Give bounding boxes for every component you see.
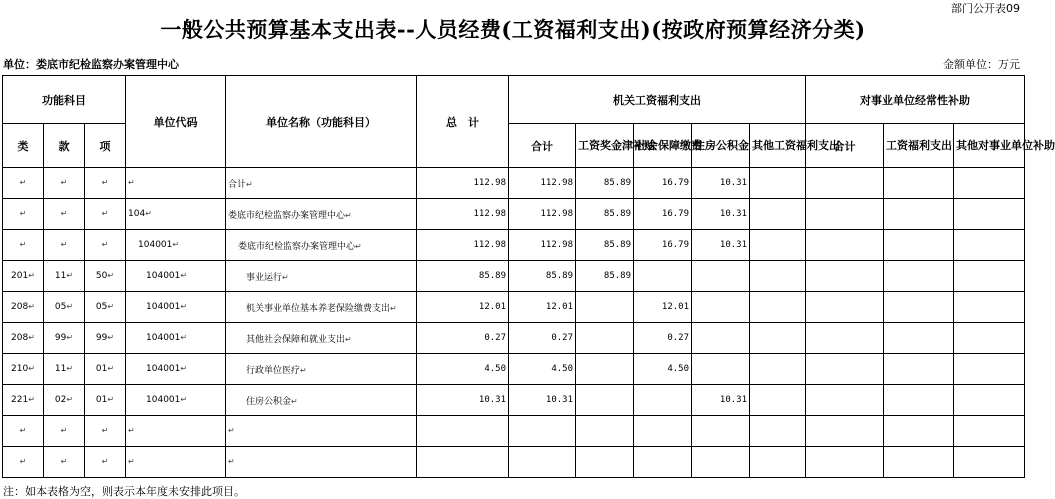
cell-xiang [85,199,126,230]
cell-g1-salary [576,292,634,323]
cell-g1-salary: 85.89 [576,261,634,292]
return-mark: ↵ [60,178,68,187]
return-mark: ↵ [128,178,135,187]
group-subsidy-header: 对事业单位经常性补助 [806,76,1025,124]
cell-g1-other [750,416,806,447]
cell-total: 12.01 [417,292,509,323]
cell-g1-total: 12.01 [509,292,576,323]
cell-g2-salary [884,323,954,354]
lei-header: 类 [3,124,44,168]
cell-g1-housing: 10.31 [692,385,750,416]
return-mark: ↵ [300,365,307,375]
return-mark: ↵ [28,333,35,342]
cell-unit-name: 事业运行↵ [226,261,417,292]
cell-kuan [44,447,85,478]
cell-lei: 208↵ [3,292,44,323]
g2-salary-header: 工资福利支出 [884,124,954,168]
cell-total: 112.98 [417,230,509,261]
return-mark: ↵ [66,333,74,342]
unit-code-header: 单位代码 [126,76,226,168]
return-mark: ↵ [28,271,35,280]
return-mark: ↵ [345,334,352,344]
return-mark: ↵ [107,302,115,311]
cell-g1-other [750,385,806,416]
return-mark: ↵ [172,240,180,249]
cell-g2-salary [884,447,954,478]
cell-unit-code: 104001↵ [126,292,226,323]
cell-unit-name: 行政单位医疗↵ [226,354,417,385]
cell-unit-code: 104001↵ [126,354,226,385]
footnote: 注：如本表格为空，则表示本年度未安排此项目。 [3,485,245,498]
g1-social-header: 社会保障缴费 [634,124,692,168]
cell-g2-total [806,199,884,230]
cell-xiang [85,447,126,478]
return-mark: ↵ [19,457,27,466]
cell-g1-social: 12.01 [634,292,692,323]
g2-total-header: 合计 [806,124,884,168]
unit-name-header: 单位名称（功能科目） [226,76,417,168]
return-mark: ↵ [28,302,35,311]
return-mark: ↵ [180,395,188,404]
table-row [3,416,1025,447]
g1-total-header: 合计 [509,124,576,168]
cell-g2-salary [884,261,954,292]
cell-total: 4.50 [417,354,509,385]
cell-g2-total [806,447,884,478]
cell-xiang: 01↵ [85,385,126,416]
cell-g1-salary [576,323,634,354]
cell-g1-salary [576,385,634,416]
cell-g2-salary [884,416,954,447]
cell-g1-salary: 85.89 [576,199,634,230]
cell-g2-other [954,447,1025,478]
cell-g2-other [954,385,1025,416]
cell-kuan [44,168,85,199]
return-mark: ↵ [107,395,115,404]
cell-lei: 210↵ [3,354,44,385]
return-mark: ↵ [66,395,74,404]
cell-g2-other [954,199,1025,230]
cell-g1-other [750,168,806,199]
cell-g1-housing [692,261,750,292]
kuan-header: 款 [44,124,85,168]
page-title: 一般公共预算基本支出表--人员经费(工资福利支出)(按政府预算经济分类) [160,17,866,42]
cell-g1-housing [692,416,750,447]
return-mark: ↵ [60,426,68,435]
g2-other-header: 其他对事业单位补助 [954,124,1025,168]
cell-unit-name [226,447,417,478]
table-row [3,354,1025,385]
g1-salary-header: 工资奖金津补贴 [576,124,634,168]
return-mark: ↵ [28,364,35,373]
cell-xiang: 99↵ [85,323,126,354]
cell-g1-total [509,416,576,447]
g1-other-header: 其他工资福利支出 [750,124,806,168]
cell-g1-salary [576,354,634,385]
cell-kuan: 11↵ [44,354,85,385]
return-mark: ↵ [246,179,253,189]
xiang-header: 项 [85,124,126,168]
cell-g1-other [750,230,806,261]
cell-xiang: 05↵ [85,292,126,323]
cell-unit-name [226,416,417,447]
table-row [3,385,1025,416]
cell-unit-code [126,168,226,199]
cell-unit-name: 住房公积金↵ [226,385,417,416]
return-mark: ↵ [128,457,135,466]
return-mark: ↵ [228,457,235,466]
expenditure-table [2,75,1055,478]
cell-g2-salary [884,354,954,385]
cell-xiang: 50↵ [85,261,126,292]
cell-g1-housing: 10.31 [692,230,750,261]
table-row [3,261,1025,292]
cell-g2-other [954,292,1025,323]
return-mark: ↵ [145,209,152,218]
amount-unit-label: 金额单位：万元 [943,58,1020,71]
cell-xiang [85,230,126,261]
cell-g2-salary [884,385,954,416]
cell-g1-housing: 10.31 [692,199,750,230]
cell-kuan: 05↵ [44,292,85,323]
cell-xiang [85,416,126,447]
cell-g1-other [750,447,806,478]
return-mark: ↵ [390,303,397,313]
cell-g1-social: 16.79 [634,199,692,230]
cell-total [417,447,509,478]
cell-g1-total: 112.98 [509,168,576,199]
return-mark: ↵ [60,457,68,466]
cell-g2-total [806,385,884,416]
cell-unit-code: 104001↵ [126,385,226,416]
return-mark: ↵ [19,240,27,249]
cell-lei [3,168,44,199]
cell-unit-code [126,447,226,478]
cell-g1-social: 16.79 [634,230,692,261]
return-mark: ↵ [101,209,109,218]
cell-g2-other [954,261,1025,292]
table-row [3,447,1025,478]
return-mark: ↵ [101,240,109,249]
cell-g1-total [509,447,576,478]
cell-g1-total: 0.27 [509,323,576,354]
cell-g1-other [750,292,806,323]
return-mark: ↵ [180,364,188,373]
cell-g1-total: 85.89 [509,261,576,292]
return-mark: ↵ [282,272,289,282]
cell-g1-social [634,385,692,416]
cell-g2-total [806,168,884,199]
cell-g2-total [806,292,884,323]
cell-kuan [44,199,85,230]
return-mark: ↵ [19,178,27,187]
cell-g1-total: 112.98 [509,230,576,261]
return-mark: ↵ [180,271,188,280]
cell-unit-code: 104↵ [126,199,226,230]
cell-g2-salary [884,292,954,323]
cell-g1-housing [692,292,750,323]
cell-g1-total: 4.50 [509,354,576,385]
cell-kuan [44,416,85,447]
cell-g2-other [954,416,1025,447]
cell-g2-other [954,323,1025,354]
cell-g1-social: 4.50 [634,354,692,385]
cell-g1-total: 10.31 [509,385,576,416]
cell-kuan: 02↵ [44,385,85,416]
cell-kuan: 99↵ [44,323,85,354]
cell-g1-other [750,261,806,292]
cell-unit-name: 娄底市纪检监察办案管理中心↵ [226,199,417,230]
group-agency-salary-header: 机关工资福利支出 [509,76,806,124]
return-mark: ↵ [228,426,235,435]
cell-g1-other [750,199,806,230]
return-mark: ↵ [66,302,74,311]
cell-g2-salary [884,199,954,230]
cell-g1-social [634,416,692,447]
g1-housing-header: 住房公积金 [692,124,750,168]
cell-xiang [85,168,126,199]
cell-total: 0.27 [417,323,509,354]
cell-total: 10.31 [417,385,509,416]
cell-g1-salary: 85.89 [576,168,634,199]
return-mark: ↵ [66,271,74,280]
cell-g2-other [954,230,1025,261]
return-mark: ↵ [180,302,188,311]
cell-g2-total [806,230,884,261]
return-mark: ↵ [28,395,35,404]
cell-lei [3,447,44,478]
cell-g1-salary [576,447,634,478]
cell-lei [3,199,44,230]
return-mark: ↵ [19,426,27,435]
cell-total: 112.98 [417,199,509,230]
cell-g2-total [806,323,884,354]
cell-g1-social [634,447,692,478]
cell-g1-social: 16.79 [634,168,692,199]
cell-g2-total [806,416,884,447]
cell-kuan [44,230,85,261]
cell-g1-other [750,354,806,385]
return-mark: ↵ [180,333,188,342]
cell-g2-salary [884,230,954,261]
return-mark: ↵ [107,364,115,373]
return-mark: ↵ [355,241,362,251]
cell-lei: 201↵ [3,261,44,292]
table-row [3,168,1025,199]
return-mark: ↵ [66,364,74,373]
return-mark: ↵ [60,240,68,249]
return-mark: ↵ [345,210,352,220]
cell-g1-social [634,261,692,292]
cell-g2-total [806,354,884,385]
cell-g1-housing [692,447,750,478]
cell-unit-code: 104001↵ [126,230,226,261]
table-row [3,199,1025,230]
table-row [3,230,1025,261]
cell-kuan: 11↵ [44,261,85,292]
cell-g2-other [954,354,1025,385]
cell-unit-name: 机关事业单位基本养老保险缴费支出↵ [226,292,417,323]
cell-g2-total [806,261,884,292]
cell-g1-total: 112.98 [509,199,576,230]
cell-g1-salary: 85.89 [576,230,634,261]
cell-unit-name: 合计↵ [226,168,417,199]
cell-total: 112.98 [417,168,509,199]
cell-unit-name: 娄底市纪检监察办案管理中心↵ [226,230,417,261]
cell-total: 85.89 [417,261,509,292]
cell-unit-code [126,416,226,447]
cell-xiang: 01↵ [85,354,126,385]
cell-lei: 208↵ [3,323,44,354]
cell-g1-salary [576,416,634,447]
cell-unit-code: 104001↵ [126,323,226,354]
return-mark: ↵ [101,178,109,187]
cell-g2-salary [884,168,954,199]
return-mark: ↵ [107,333,115,342]
table-row [3,323,1025,354]
unit-label: 单位：娄底市纪检监察办案管理中心 [3,58,179,71]
cell-lei [3,230,44,261]
table-row [3,292,1025,323]
total-header: 总 计 [417,76,509,168]
return-mark: ↵ [60,209,68,218]
return-mark: ↵ [128,426,135,435]
return-mark: ↵ [107,271,115,280]
cell-g1-housing [692,323,750,354]
cell-total [417,416,509,447]
cell-g1-housing: 10.31 [692,168,750,199]
cell-unit-code: 104001↵ [126,261,226,292]
cell-g1-social: 0.27 [634,323,692,354]
cell-unit-name: 其他社会保障和就业支出↵ [226,323,417,354]
table-body [3,168,1025,478]
return-mark: ↵ [291,396,298,406]
table-number-label: 部门公开表09 [951,2,1020,15]
cell-g1-other [750,323,806,354]
cell-lei: 221↵ [3,385,44,416]
cell-g2-other [954,168,1025,199]
return-mark: ↵ [101,457,109,466]
function-subject-header: 功能科目 [3,76,126,124]
return-mark: ↵ [101,426,109,435]
return-mark: ↵ [19,209,27,218]
cell-lei [3,416,44,447]
cell-g1-housing [692,354,750,385]
